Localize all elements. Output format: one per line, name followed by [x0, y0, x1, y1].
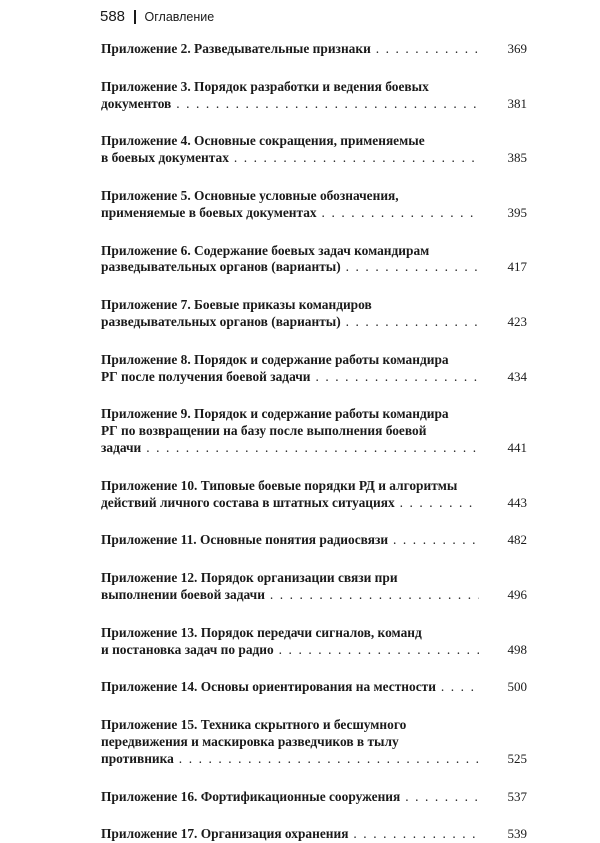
toc-entry-title-line: Приложение 15. Техника скрытного и бесшумного [101, 717, 407, 733]
toc-entry-title-line: Приложение 9. Порядок и содержание работы командира [101, 406, 449, 422]
toc-entry-title-line: Приложение 8. Порядок и содержание работы командира [101, 351, 449, 367]
toc-entry [101, 625, 527, 659]
toc-entry-title-line: РГ по возвращении на базу после выполнения боевой [101, 423, 427, 439]
toc-entry-title [101, 789, 479, 806]
toc-entry-title-line: передвижения и маскировка разведчиков в тылу [101, 733, 399, 749]
toc-entry-title-line: действий личного состава в штатных ситуациях . . . [101, 495, 479, 512]
toc-entry-title-line: Приложение 11. Основные понятия радиосвязи . . . [101, 532, 479, 549]
section-title: Оглавление [144, 9, 215, 24]
toc-entry-page-number: 441 [481, 440, 527, 457]
toc-entry-page-number: 369 [481, 41, 527, 58]
toc-entry-page-number: 395 [481, 205, 527, 222]
toc-entry-title-line: применяемые в боевых документах . . . [101, 205, 479, 222]
toc-entry-page-number: 525 [481, 751, 527, 768]
toc-entry-title-line: Приложение 5. Основные условные обозначения, [101, 187, 399, 203]
toc-entry-title-line: Приложение 4. Основные сокращения, применяемые [101, 133, 425, 149]
toc-entry-title-line: в боевых документах . . . [101, 150, 479, 167]
toc-entry-title-line: задачи . . . [101, 440, 479, 457]
toc-entry-page-number: 539 [481, 826, 527, 843]
toc-entry [101, 570, 527, 604]
toc-entry [101, 826, 527, 843]
toc-entry-title [101, 188, 479, 222]
toc-entry-page-number: 417 [481, 259, 527, 276]
toc-entry-page-number: 434 [481, 369, 527, 386]
toc-entry [101, 352, 527, 386]
toc-entry-page-number: 443 [481, 495, 527, 512]
toc-entry-page-number: 423 [481, 314, 527, 331]
toc-entry-title-line: выполнении боевой задачи . . . [101, 587, 479, 604]
toc-entry-title [101, 297, 479, 331]
toc-entry [101, 532, 527, 549]
toc-entry-title-line: Приложение 10. Типовые боевые порядки РД и алгоритмы [101, 477, 458, 493]
toc-entry-title [101, 352, 479, 386]
toc-entry-title-line: Приложение 7. Боевые приказы командиров [101, 297, 372, 313]
toc-entry-title [101, 406, 479, 456]
toc-entry-title-line: и постановка задач по радио . . . [101, 642, 479, 659]
toc-entry-page-number: 537 [481, 789, 527, 806]
toc-entry-title [101, 826, 479, 843]
toc-entry-page-number: 500 [481, 679, 527, 696]
toc-entry-title-line: Приложение 13. Порядок передачи сигналов, команд [101, 624, 422, 640]
toc-entry-title-line: Приложение 16. Фортификационные сооружения . . . [101, 789, 479, 806]
page-number: 588 [100, 8, 126, 25]
toc-entry-title [101, 478, 479, 512]
toc-entry-title-line: документов . . . [101, 96, 479, 113]
toc-entry-title-line: Приложение 2. Разведывательные признаки . . . [101, 41, 479, 58]
toc-entry-title-line: РГ после получения боевой задачи . . . [101, 369, 479, 386]
toc-entry [101, 133, 527, 167]
toc-entry [101, 789, 527, 806]
toc-entry-page-number: 496 [481, 587, 527, 604]
toc-entry-page-number: 498 [481, 642, 527, 659]
toc-entry [101, 478, 527, 512]
toc-entry [101, 243, 527, 277]
toc-entry-title-line: Приложение 17. Организация охранения . . . [101, 826, 479, 843]
toc-entry [101, 79, 527, 113]
toc-entry-page-number: 482 [481, 532, 527, 549]
toc-entry-title-line: разведывательных органов (варианты) . . . [101, 259, 479, 276]
toc-entry [101, 717, 527, 767]
running-header [100, 8, 214, 25]
toc-entry-title [101, 133, 479, 167]
toc-entry [101, 297, 527, 331]
toc-entry-title-line: Приложение 14. Основы ориентирования на местности . . . [101, 679, 479, 696]
toc-entry-title [101, 679, 479, 696]
toc-entry-page-number: 381 [481, 96, 527, 113]
header-divider [134, 10, 136, 24]
toc-entry-title [101, 532, 479, 549]
toc-entry-title [101, 79, 479, 113]
toc-entry [101, 679, 527, 696]
toc-entry-title-line: разведывательных органов (варианты) . . . [101, 314, 479, 331]
toc-entry [101, 188, 527, 222]
table-of-contents [101, 41, 527, 843]
toc-entry [101, 41, 527, 58]
toc-entry [101, 406, 527, 456]
toc-entry-title-line: противника . . . [101, 751, 479, 768]
toc-entry-title [101, 41, 479, 58]
toc-entry-page-number: 385 [481, 150, 527, 167]
toc-entry-title [101, 243, 479, 277]
toc-entry-title [101, 570, 479, 604]
toc-entry-title [101, 717, 479, 767]
toc-entry-title-line: Приложение 6. Содержание боевых задач командирам [101, 242, 430, 258]
toc-entry-title-line: Приложение 3. Порядок разработки и ведения боевых [101, 78, 429, 94]
toc-entry-title [101, 625, 479, 659]
toc-entry-title-line: Приложение 12. Порядок организации связи при [101, 570, 398, 586]
